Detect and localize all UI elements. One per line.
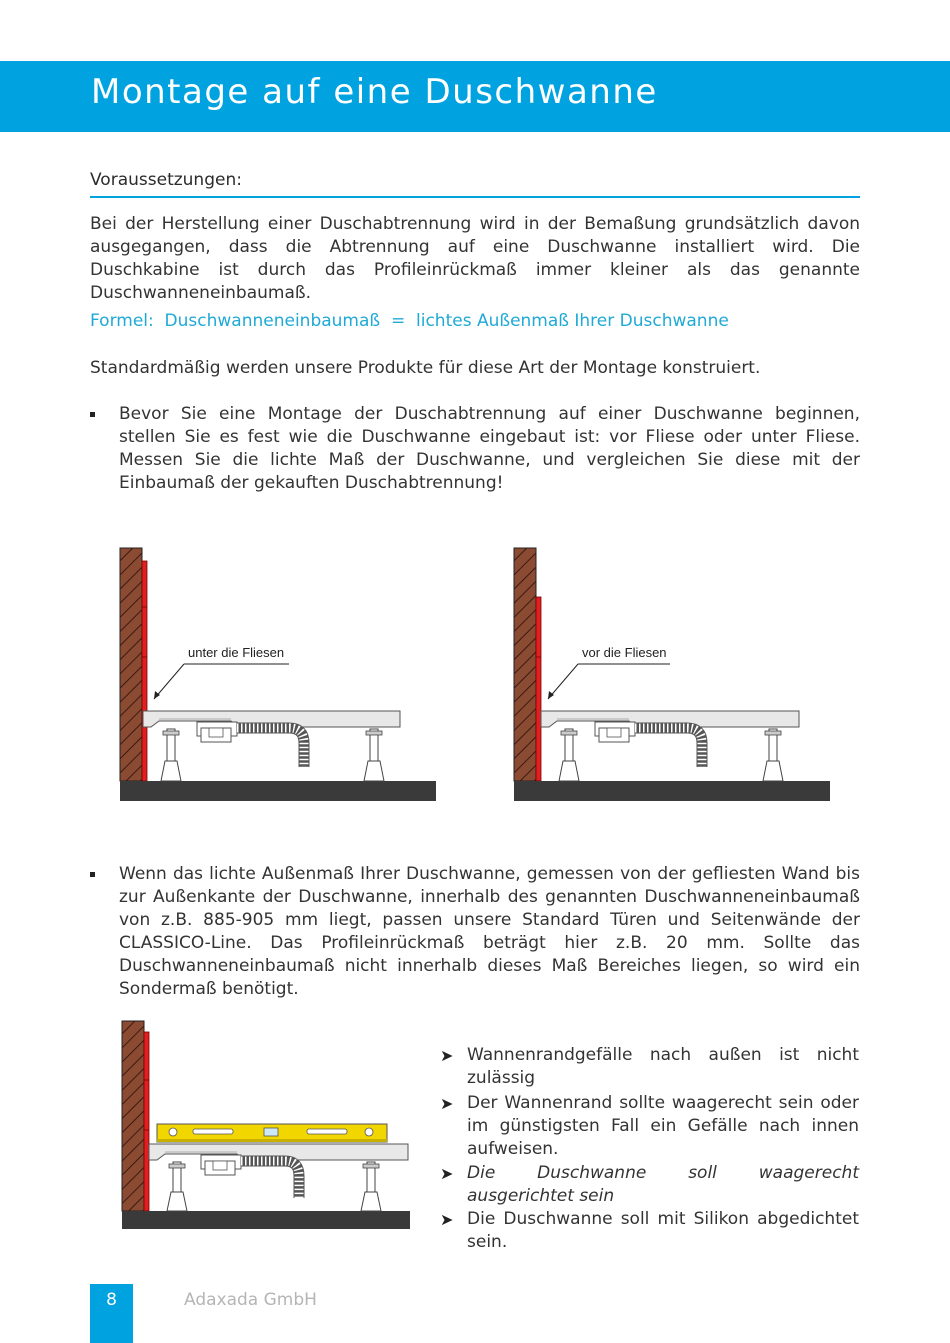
- floor: [122, 1211, 410, 1229]
- checklist-text: Die Duschwanne soll waagerecht ausgerichtet sein: [467, 1163, 859, 1206]
- formula-right: lichtes Außenmaß Ihrer Duschwanne: [416, 311, 729, 331]
- tray-foot-right: [364, 729, 384, 781]
- section-divider: [90, 196, 860, 198]
- formula-label: Formel:: [90, 311, 154, 331]
- diagram-under-tiles: [119, 547, 439, 805]
- section-heading: Voraussetzungen:: [90, 170, 242, 190]
- page-number-box: [90, 1284, 133, 1343]
- arrow-bullet-icon: ➤: [440, 1046, 454, 1065]
- wall: [514, 548, 536, 781]
- bullet-text: Wenn das lichte Außenmaß Ihrer Duschwanne, gemessen von der gefliesten Wand bis zur Außenkante der Duschwanne, innerhalb des genannten Duschwanneneinbaumaß von z.B. 885-905 mm liegt, passen unsere Standard Türen und Seitenwände der CLASSICO-Line. Das Profileinrückmaß beträgt hier z.B. 20 mm. Sollte das Duschwanneneinbaumaß nicht innerhalb dieses Maß Bereiches liegen, so wird ein Sondermaß benötigt.: [119, 864, 860, 999]
- tile-layer: [144, 1032, 149, 1211]
- tray-foot-right: [763, 729, 783, 781]
- label-before-tiles: vor die Fliesen: [582, 645, 667, 660]
- checklist-text: Die Duschwanne soll mit Silikon abgedichtet sein.: [467, 1209, 859, 1252]
- tray-foot-left: [167, 1162, 187, 1211]
- arrow-bullet-icon: ➤: [440, 1210, 454, 1229]
- intro-paragraph: Bei der Herstellung einer Duschabtrennung wird in der Bemaßung grundsätzlich davon ausgegangen, dass die Abtrennung auf eine Duschwanne installiert wird. Die Duschkabine ist durch das Profileinrückmaß immer kleiner als das genannte Duschwanneneinbaumaß.: [90, 214, 860, 303]
- tile-layer: [142, 561, 147, 781]
- arrow-bullet-icon: ➤: [440, 1164, 454, 1183]
- bullet-marker: [90, 872, 95, 877]
- tray-foot-left: [161, 729, 181, 781]
- spirit-level: [157, 1124, 387, 1142]
- tray-foot-right: [361, 1162, 381, 1211]
- footer-company: Adaxada GmbH: [184, 1290, 317, 1310]
- label-under-tiles: unter die Fliesen: [188, 645, 285, 660]
- bullet-marker: [90, 412, 95, 417]
- floor: [514, 781, 830, 801]
- wall: [120, 548, 142, 781]
- tray-foot-left: [559, 729, 579, 781]
- formula-left: Duschwanneneinbaumaß: [164, 311, 381, 331]
- bullet-text: Bevor Sie eine Montage der Duschabtrennung auf einer Duschwanne beginnen, stellen Sie es fest wie die Duschwanne eingebaut ist: vor Fliese oder unter Fliese. Messen Sie die lichte Maß der Duschwanne, und vergleichen Sie diese mit der Einbaumaß der gekauften Duschabtrennung!: [119, 404, 860, 493]
- floor: [120, 781, 436, 801]
- diagram-before-tiles: [513, 547, 833, 805]
- wall: [122, 1021, 144, 1211]
- arrow-bullet-icon: ➤: [440, 1094, 454, 1113]
- formula-operator: =: [390, 311, 406, 331]
- tile-layer: [536, 597, 541, 781]
- checklist-text: Wannenrandgefälle nach außen ist nicht zulässig: [467, 1045, 859, 1088]
- checklist-text: Der Wannenrand sollte waagerecht sein oder im günstigsten Fall ein Gefälle nach innen aufweisen.: [467, 1093, 859, 1159]
- diagram-level-check: [121, 1020, 413, 1232]
- standard-paragraph: Standardmäßig werden unsere Produkte für diese Art der Montage konstruiert.: [90, 358, 761, 378]
- formula-line: [90, 311, 729, 331]
- page-title: Montage auf eine Duschwanne: [91, 72, 658, 112]
- page-number: 8: [106, 1290, 117, 1310]
